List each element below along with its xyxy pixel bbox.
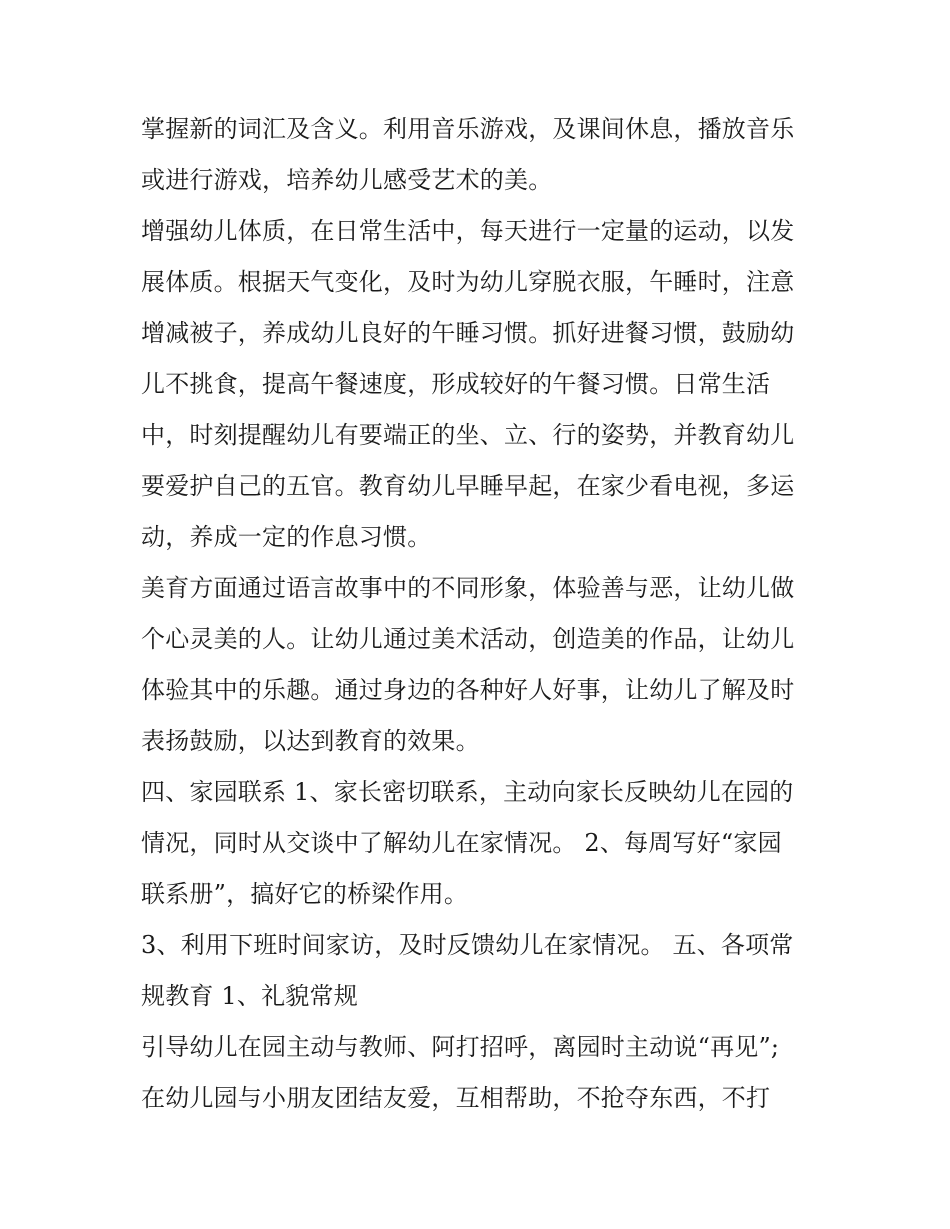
- text-line: 儿不挑食，提高午餐速度，形成较好的午餐习惯。日常生活: [141, 370, 771, 398]
- text-line: 规教育 1、礼貌常规: [141, 982, 358, 1010]
- text-line: 个心灵美的人。让幼儿通过美术活动，创造美的作品，让幼儿: [141, 625, 795, 653]
- text-line: 美育方面通过语言故事中的不同形象，体验善与恶，让幼儿做: [141, 574, 795, 602]
- text-line: 增强幼儿体质，在日常生活中，每天进行一定量的运动，以发: [141, 217, 795, 245]
- text-line: 体验其中的乐趣。通过身边的各种好人好事，让幼儿了解及时: [141, 676, 795, 704]
- text-line: 要爱护自己的五官。教育幼儿早睡早起，在家少看电视，多运: [141, 472, 795, 500]
- text-line: 情况，同时从交谈中了解幼儿在家情况。 2、每周写好“家园: [141, 829, 782, 857]
- text-line: 或进行游戏，培养幼儿感受艺术的美。: [141, 166, 553, 194]
- text-line: 动，养成一定的作息习惯。: [141, 523, 432, 551]
- text-line: 中，时刻提醒幼儿有要端正的坐、立、行的姿势，并教育幼儿: [141, 421, 795, 449]
- text-line: 增减被子，养成幼儿良好的午睡习惯。抓好进餐习惯，鼓励幼: [141, 319, 795, 347]
- text-line: 引导幼儿在园主动与教师、阿打招呼，离园时主动说“再见”;: [141, 1033, 780, 1061]
- text-line: 联系册”，搞好它的桥梁作用。: [141, 880, 469, 908]
- text-line: 表扬鼓励，以达到教育的效果。: [141, 727, 480, 755]
- text-line: 四、家园联系 1、家长密切联系，主动向家长反映幼儿在园的: [141, 778, 794, 806]
- text-line: 3、利用下班时间家访，及时反馈幼儿在家情况。 五、各项常: [141, 931, 794, 959]
- document-body: [141, 104, 821, 1124]
- text-line: 在幼儿园与小朋友团结友爱，互相帮助，不抢夺东西，不打: [141, 1084, 771, 1112]
- text-line: 掌握新的词汇及含义。利用音乐游戏，及课间休息，播放音乐: [141, 115, 795, 143]
- text-line: 展体质。根据天气变化，及时为幼儿穿脱衣服，午睡时，注意: [141, 268, 795, 296]
